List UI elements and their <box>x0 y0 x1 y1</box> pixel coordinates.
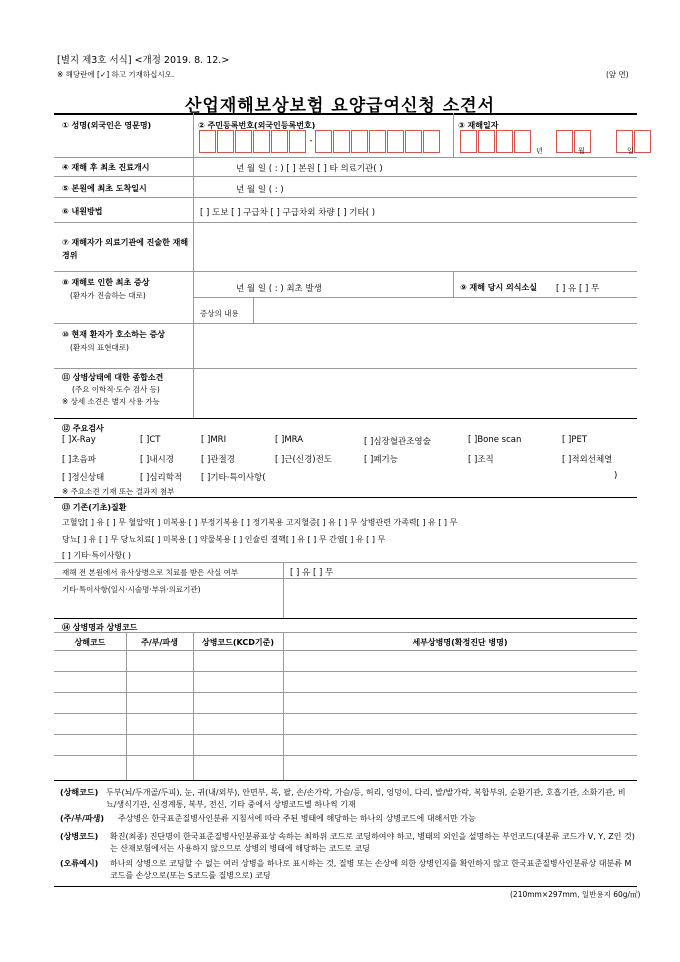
rule <box>54 176 637 177</box>
consciousness-loss-label: ⑨ 재해 당시 의식소실 <box>460 283 537 292</box>
col-divider <box>193 157 194 418</box>
day-box[interactable] <box>634 130 651 153</box>
exam-angiography[interactable]: [ ]심장혈관조영술 <box>364 437 431 447</box>
col-detail-name: 세부상병명(확정진단 병명) <box>412 638 508 647</box>
rule <box>54 632 637 633</box>
disease-other[interactable]: [ ] 기타·특이사항( ) <box>62 551 132 560</box>
form-title: 산업재해보상보험 요양급여신청 소견서 <box>184 96 495 116</box>
col-divider <box>193 113 194 157</box>
id-number-label: ② 주민등록번호(외국인등록번호) <box>198 121 316 130</box>
col-injury-code: 상해코드 <box>74 638 106 647</box>
note-text: 주상병은 한국표준질병사인분류 지침서에 따라 주된 병태에 해당하는 하나의 상병코드에 대해서만 가능 <box>118 814 476 823</box>
rule <box>54 418 637 419</box>
accident-description-label: ⑦ 재해자가 의료기관에 진술한 재해경위 <box>62 238 189 260</box>
first-treatment-value[interactable]: 년 월 일 ( : ) [ ] 본원 [ ] 타 의료기관( ) <box>236 164 383 174</box>
digit-box[interactable] <box>289 130 306 153</box>
digit-box[interactable] <box>351 130 368 153</box>
exam-thermography[interactable]: [ ]적외선체열 <box>562 455 613 465</box>
exams-label: ⑫ 주요검사 <box>62 424 104 433</box>
accident-description-input[interactable] <box>196 224 636 269</box>
first-symptom-date[interactable]: 년 월 일 ( : ) 최초 발생 <box>236 284 322 294</box>
first-symptom-label: ⑧ 재해로 인한 최초 증상 <box>62 278 150 287</box>
note-text: 두부(뇌/두개골/두피), 눈, 귀(내/외부), 안면부, 목, 팔, 손/손가락, 가슴/등, 허리, 엉덩이, 다리, 발/발가락, 복합부위, 순환기관, 호흡기관, 소화기관, 비뇨/생식기관, 신경계통, 복부, 전신, 기타 중에서 상병코드별 하나씩 기재 <box>106 788 626 809</box>
year-unit: 년 <box>536 147 543 155</box>
exams-note: ※ 주요소견 기재 또는 결과지 첨부 <box>62 487 175 496</box>
overall-opinion-note: ※ 상세 소견은 별지 사용 가능 <box>62 397 160 406</box>
year-box[interactable] <box>496 130 513 153</box>
note-key: (주/부/파생) <box>60 814 105 823</box>
col-main-sub: 주/부/파생 <box>141 638 178 647</box>
prior-treatment-value[interactable]: [ ] 유 [ ] 무 <box>290 568 334 578</box>
rule-bottom <box>54 886 637 887</box>
table-row[interactable] <box>54 672 637 692</box>
instruction-text: ※ 해당란에 [✓] 하고 기재하십시오. <box>57 70 175 79</box>
exam-xray[interactable]: [ ]X-Ray <box>62 435 96 445</box>
exam-arthroscopy[interactable]: [ ]관절경 <box>201 455 235 465</box>
digit-box[interactable] <box>387 130 404 153</box>
page-side-label: (앞 면) <box>606 70 629 79</box>
current-complaint-input[interactable] <box>196 325 636 366</box>
exam-pet[interactable]: [ ]PET <box>562 435 588 445</box>
exam-ultrasound[interactable]: [ ]초음파 <box>62 455 96 465</box>
day-unit: 일 <box>627 147 634 155</box>
digit-box[interactable] <box>315 130 332 153</box>
rule <box>54 222 637 223</box>
prior-etc-input[interactable] <box>286 580 636 616</box>
col-divider <box>453 113 454 157</box>
table-row[interactable] <box>54 735 637 755</box>
paper-size-footer: (210mm×297mm, 일반용지 60g/㎡) <box>510 890 641 899</box>
table-row[interactable] <box>54 756 637 780</box>
rule <box>54 157 637 158</box>
year-box[interactable] <box>478 130 495 153</box>
note-text: 확진(최종) 진단명이 한국표준질병사인분류표상 속하는 최하위 코드로 코딩하여야 하고, 병태의 외인을 설명하는 부언코드(대분류 코드가 V, Y, Z인 것)는 산재보험에서는 사용하지 않으므로 상병의 병태에 해당하는 코드로 코딩 <box>110 832 635 853</box>
first-symptom-sublabel: (환자가 진술하는 대로) <box>70 291 146 300</box>
overall-opinion-sublabel: (주요 이학적·도수 검사 등) <box>72 385 160 394</box>
year-box[interactable] <box>514 130 531 153</box>
exam-mri[interactable]: [ ]MRI <box>201 435 227 445</box>
arrival-time-label: ⑤ 본원에 최초 도착일시 <box>62 184 147 193</box>
col-divider <box>253 297 254 323</box>
rule <box>54 197 637 198</box>
rule <box>54 497 637 498</box>
consciousness-loss-value[interactable]: [ ] 유 [ ] 무 <box>556 284 600 294</box>
visit-method-label: ⑥ 내원방법 <box>62 207 103 216</box>
exam-bone-scan[interactable]: [ ]Bone scan <box>468 435 522 445</box>
exam-other-close: ) <box>614 471 618 481</box>
month-box[interactable] <box>556 130 573 153</box>
current-complaint-sublabel: (환자의 표현대로) <box>70 343 129 352</box>
table-row[interactable] <box>54 693 637 713</box>
digit-box[interactable] <box>253 130 270 153</box>
name-label: ① 성명(외국인은 영문명) <box>62 121 152 130</box>
exam-other[interactable]: [ ]기타·특이사항( <box>201 473 266 483</box>
note-key: (상병코드) <box>60 832 99 841</box>
preexisting-disease-label: ⑬ 기존(기초)질환 <box>62 503 127 512</box>
rule <box>54 780 637 781</box>
exam-endoscopy[interactable]: [ ]내시경 <box>140 455 174 465</box>
disease-line-1[interactable]: 고혈압[ ] 유 [ ] 무 혈압약[ ] 미복용 [ ] 부정기복용 [ ] 정기복용 고지혈증[ ] 유 [ ] 무 상병관련 가족력[ ] 유 [ ] 무 <box>62 518 458 527</box>
prior-treatment-label: 재해 전 본원에서 유사상병으로 치료를 받은 사실 여부 <box>62 568 239 577</box>
diagnosis-label: ⑭ 상병명과 상병코드 <box>62 623 138 632</box>
digit-box[interactable] <box>369 130 386 153</box>
disease-line-2[interactable]: 당뇨[ ] 유 [ ] 무 당뇨치료[ ] 미복용 [ ] 약물복용 [ ] 인슐린 결핵[ ] 유 [ ] 무 간염[ ] 유 [ ] 무 <box>62 535 386 544</box>
note-text: 하나의 상병으로 코딩할 수 없는 여러 상병을 하나로 표시하는 것, 질병 또는 손상에 의한 상병인지를 확인하지 않고 한국표준질병사인분류상 대분류 M코드를 손상으로(또는 S코드를 질병으로) 코딩 <box>110 859 632 880</box>
accident-date-label: ③ 재해일자 <box>458 121 499 130</box>
rule <box>54 578 637 579</box>
rule <box>193 297 637 298</box>
digit-box[interactable] <box>423 130 440 153</box>
overall-opinion-input[interactable] <box>196 370 636 416</box>
table-row[interactable] <box>54 651 637 671</box>
digit-box[interactable] <box>199 130 216 153</box>
symptom-content-input[interactable] <box>256 299 636 321</box>
visit-method-value[interactable]: [ ] 도보 [ ] 구급차 [ ] 구급차외 차량 [ ] 기타( ) <box>200 208 376 218</box>
exam-pulmonary[interactable]: [ ]폐기능 <box>364 455 398 465</box>
rule <box>54 618 637 619</box>
month-unit: 월 <box>578 147 585 155</box>
dash-separator: - <box>309 136 313 146</box>
rule <box>54 271 637 272</box>
exam-mra[interactable]: [ ]MRA <box>275 435 304 445</box>
first-treatment-label: ④ 재해 후 최초 진료개시 <box>62 163 150 172</box>
rule-top <box>54 113 637 115</box>
digit-box[interactable] <box>235 130 252 153</box>
exam-mental-status[interactable]: [ ]정신상태 <box>62 473 105 483</box>
exam-ct[interactable]: [ ]CT <box>140 435 161 445</box>
digit-box[interactable] <box>405 130 422 153</box>
col-divider <box>283 562 284 618</box>
col-kcd-code: 상병코드(KCD기준) <box>201 638 275 647</box>
rule <box>54 562 637 563</box>
note-key: (상해코드) <box>60 788 99 797</box>
current-complaint-label: ⑩ 현재 환자가 호소하는 증상 <box>62 330 165 339</box>
arrival-time-value[interactable]: 년 월 일 ( : ) <box>236 185 284 195</box>
form-number: [별지 제3호 서식] <개정 2019. 8. 12.> <box>57 55 230 66</box>
exam-psychological[interactable]: [ ]심리학적 <box>140 473 183 483</box>
accident-date-boxes[interactable] <box>460 130 652 153</box>
digit-box[interactable] <box>333 130 350 153</box>
year-box[interactable] <box>460 130 477 153</box>
symptom-content-label: 증상의 내용 <box>200 309 239 318</box>
col-divider <box>453 271 454 297</box>
name-input[interactable] <box>58 128 190 152</box>
note-key: (오류예시) <box>60 859 99 868</box>
prior-etc-label: 기타·특이사항(일시·시술명·부위·의료기관) <box>62 585 201 594</box>
overall-opinion-label: ⑪ 상병상태에 대한 종합소견 <box>62 373 164 382</box>
rule <box>54 368 637 369</box>
exam-emg[interactable]: [ ]근(신경)전도 <box>275 455 333 465</box>
digit-box[interactable] <box>217 130 234 153</box>
digit-box[interactable] <box>271 130 288 153</box>
table-row[interactable] <box>54 714 637 734</box>
id-number-boxes[interactable] <box>199 130 441 153</box>
rule <box>54 323 637 324</box>
exam-biopsy[interactable]: [ ]조직 <box>468 455 494 465</box>
